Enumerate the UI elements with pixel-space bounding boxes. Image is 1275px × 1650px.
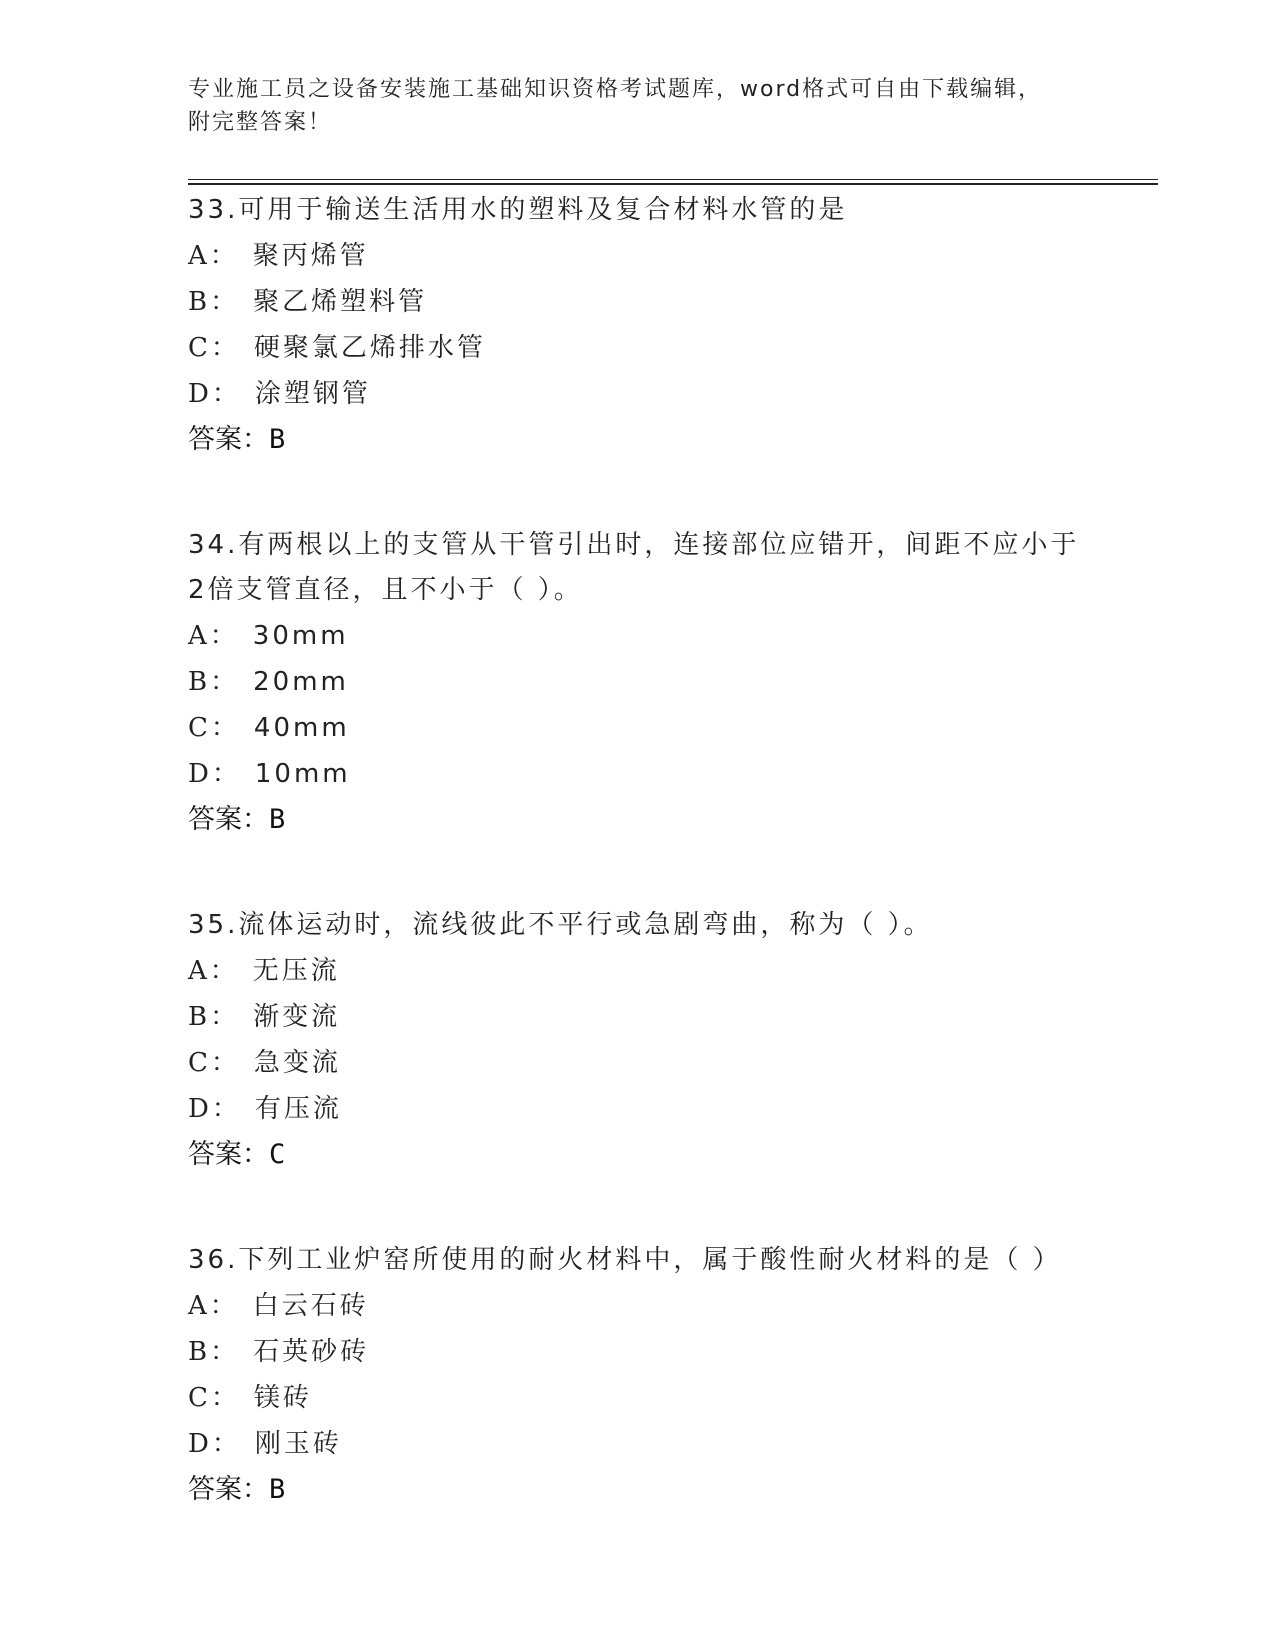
- header-divider-thin: [188, 179, 1158, 180]
- option-letter: D：: [188, 759, 241, 789]
- option-letter: B：: [188, 667, 240, 697]
- header-line-2: 附完整答案！: [188, 110, 333, 135]
- option-text: 白云石砖: [252, 1291, 369, 1321]
- option-a: [188, 613, 1088, 659]
- option-text: 40mm: [253, 713, 350, 743]
- option-text: 石英砂砖: [253, 1337, 370, 1367]
- question-36: [188, 1238, 1088, 1513]
- question-stem: 34.有两根以上的支管从干管引出时，连接部位应错开，间距不应小于: [188, 530, 1080, 560]
- option-letter: C：: [188, 333, 240, 363]
- option-text: 30mm: [252, 621, 349, 651]
- option-letter: A：: [188, 621, 239, 651]
- option-text: 有压流: [254, 1094, 342, 1124]
- option-text: 刚玉砖: [254, 1429, 342, 1459]
- option-letter: A：: [188, 956, 239, 986]
- answer-value: B: [269, 1474, 286, 1505]
- option-letter: D：: [188, 1429, 241, 1459]
- option-c: [188, 1040, 1088, 1086]
- answer-line: [188, 417, 1088, 463]
- option-d: [188, 1421, 1088, 1467]
- header-divider-thick: [188, 183, 1158, 185]
- option-text: 20mm: [253, 667, 349, 697]
- question-34: [188, 523, 1088, 843]
- option-letter: B：: [188, 1337, 240, 1367]
- answer-label: 答案：: [188, 1474, 269, 1505]
- option-letter: C：: [188, 713, 240, 743]
- option-a: [188, 1283, 1088, 1329]
- option-c: [188, 325, 1088, 371]
- option-text: 镁砖: [253, 1383, 312, 1413]
- option-letter: C：: [188, 1048, 240, 1078]
- answer-value: C: [269, 1139, 286, 1170]
- question-stem: 33.可用于输送生活用水的塑料及复合材料水管的是: [188, 195, 848, 225]
- option-letter: C：: [188, 1383, 240, 1413]
- answer-label: 答案：: [188, 804, 269, 835]
- answer-label: 答案：: [188, 1139, 269, 1170]
- option-b: [188, 1329, 1088, 1375]
- option-text: 涂塑钢管: [254, 379, 371, 409]
- answer-label: 答案：: [188, 424, 269, 455]
- option-text: 硬聚氯乙烯排水管: [253, 333, 486, 363]
- option-d: [188, 1086, 1088, 1132]
- question-35: [188, 903, 1088, 1178]
- question-stem: 36.下列工业炉窑所使用的耐火材料中，属于酸性耐火材料的是（ ）: [188, 1245, 1062, 1275]
- header-line-1: 专业施工员之设备安装施工基础知识资格考试题库，word格式可自由下载编辑，: [188, 77, 1043, 102]
- option-a: [188, 233, 1088, 279]
- answer-line: [188, 1132, 1088, 1178]
- option-d: [188, 751, 1088, 797]
- option-letter: D：: [188, 1094, 241, 1124]
- option-text: 急变流: [253, 1048, 341, 1078]
- question-stem-continued: 2倍支管直径，且不小于（ ）。: [188, 575, 583, 605]
- option-letter: A：: [188, 1291, 239, 1321]
- option-a: [188, 948, 1088, 994]
- document-header: [188, 73, 1088, 139]
- question-list: [188, 188, 1088, 1573]
- option-letter: B：: [188, 1002, 240, 1032]
- question-stem: 35.流体运动时，流线彼此不平行或急剧弯曲，称为（ ）。: [188, 910, 933, 940]
- option-c: [188, 1375, 1088, 1421]
- option-text: 10mm: [254, 759, 351, 789]
- option-b: [188, 659, 1088, 705]
- answer-value: B: [269, 804, 286, 835]
- option-c: [188, 705, 1088, 751]
- option-letter: A：: [188, 241, 239, 271]
- option-letter: B：: [188, 287, 240, 317]
- answer-value: B: [269, 424, 286, 455]
- option-d: [188, 371, 1088, 417]
- option-b: [188, 279, 1088, 325]
- option-b: [188, 994, 1088, 1040]
- option-text: 无压流: [252, 956, 340, 986]
- option-text: 聚丙烯管: [252, 241, 369, 271]
- option-text: 聚乙烯塑料管: [253, 287, 428, 317]
- question-33: [188, 188, 1088, 463]
- option-text: 渐变流: [253, 1002, 341, 1032]
- option-letter: D：: [188, 379, 241, 409]
- answer-line: [188, 1467, 1088, 1513]
- answer-line: [188, 797, 1088, 843]
